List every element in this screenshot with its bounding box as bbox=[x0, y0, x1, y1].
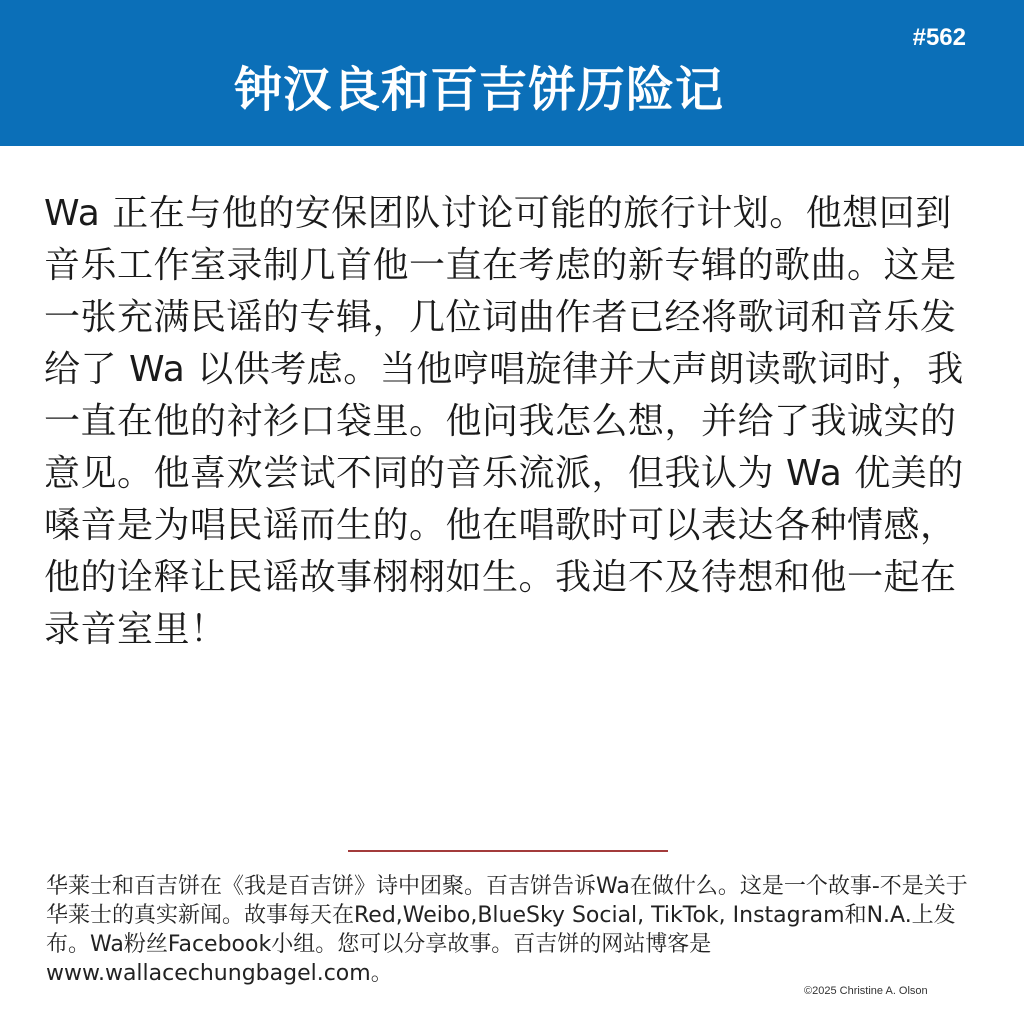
copyright-notice: ©2025 Christine A. Olson bbox=[804, 985, 928, 997]
header-banner bbox=[0, 0, 1024, 146]
footer-note: 华莱士和百吉饼在《我是百吉饼》诗中团聚。百吉饼告诉Wa在做什么。这是一个故事-不是关于华莱士的真实新闻。故事每天在Red,Weibo,BlueSky Social, TikTok, Instagram和N.A.上发布。Wa粉丝Facebook小组。您可以分享故事。百吉饼的网站博客是www.wallacechungbagel.com。 bbox=[46, 874, 968, 986]
story-text: Wa 正在与他的安保团队讨论可能的旅行计划。他想回到音乐工作室录制几首他一直在考虑的新专辑的歌曲。这是一张充满民谣的专辑，几位词曲作者已经将歌词和音乐发给了 Wa 以供考虑。当他哼唱旋律并大声朗读歌词时，我一直在他的衬衫口袋里。他问我怎么想，并给了我诚实的意见。他喜欢尝试不同的音乐流派，但我认为 Wa 优美的嗓音是为唱民谣而生的。他在唱歌时可以表达各种情感，他的诠释让民谣故事栩栩如生。我迫不及待想和他一起在录音室里！ bbox=[44, 193, 964, 650]
page-title: 钟汉良和百吉饼历险记 bbox=[233, 62, 724, 118]
episode-number: #562 bbox=[912, 24, 966, 51]
footer-divider bbox=[348, 850, 668, 852]
